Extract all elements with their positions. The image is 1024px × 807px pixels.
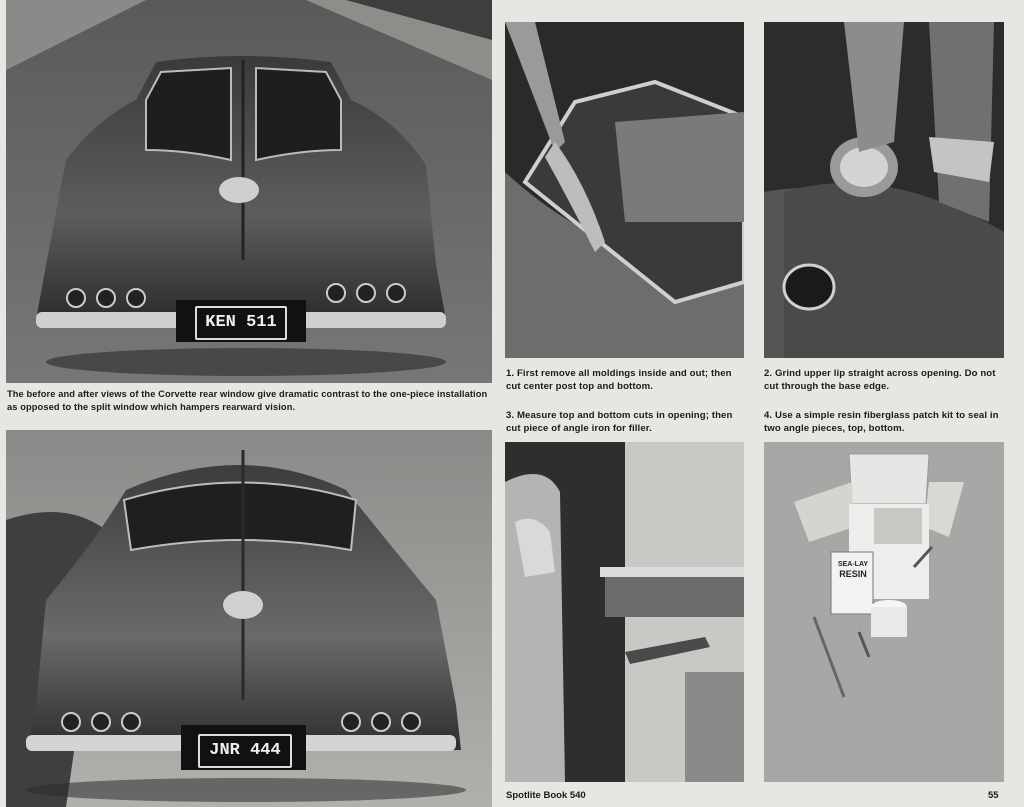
footer-page-number: 55 — [988, 790, 999, 801]
caption-before-after: The before and after views of the Corvette rear window give dramatic contrast to the one-piece installation as opposed to the split window which hampers rearward vision. — [7, 389, 488, 412]
caption-step1: 1. First remove all moldings inside and out; then cut center post top and bottom. — [506, 368, 732, 392]
resin-can-brand: SEA-LAY — [837, 561, 869, 568]
photo-step4-resin-kit — [764, 442, 1004, 782]
license-plate-before: KEN 511 — [195, 306, 287, 340]
resin-can-product: RESIN — [839, 569, 867, 579]
license-plate-after: JNR 444 — [198, 734, 292, 768]
photo-step2-grind-lip — [764, 22, 1004, 358]
caption-step3: 3. Measure top and bottom cuts in opening; then cut piece of angle iron for filler. — [506, 410, 733, 434]
photo-step3-cut-angle-iron — [505, 442, 744, 782]
footer-book-title: Spotlite Book 540 — [506, 790, 586, 801]
resin-can-label — [833, 560, 873, 580]
caption-step2: 2. Grind upper lip straight across opening. Do not cut through the base edge. — [764, 368, 996, 392]
caption-step4: 4. Use a simple resin fiberglass patch kit to seal in two angle pieces, top, bottom. — [764, 410, 999, 434]
photo-step1-remove-moldings — [505, 22, 744, 358]
